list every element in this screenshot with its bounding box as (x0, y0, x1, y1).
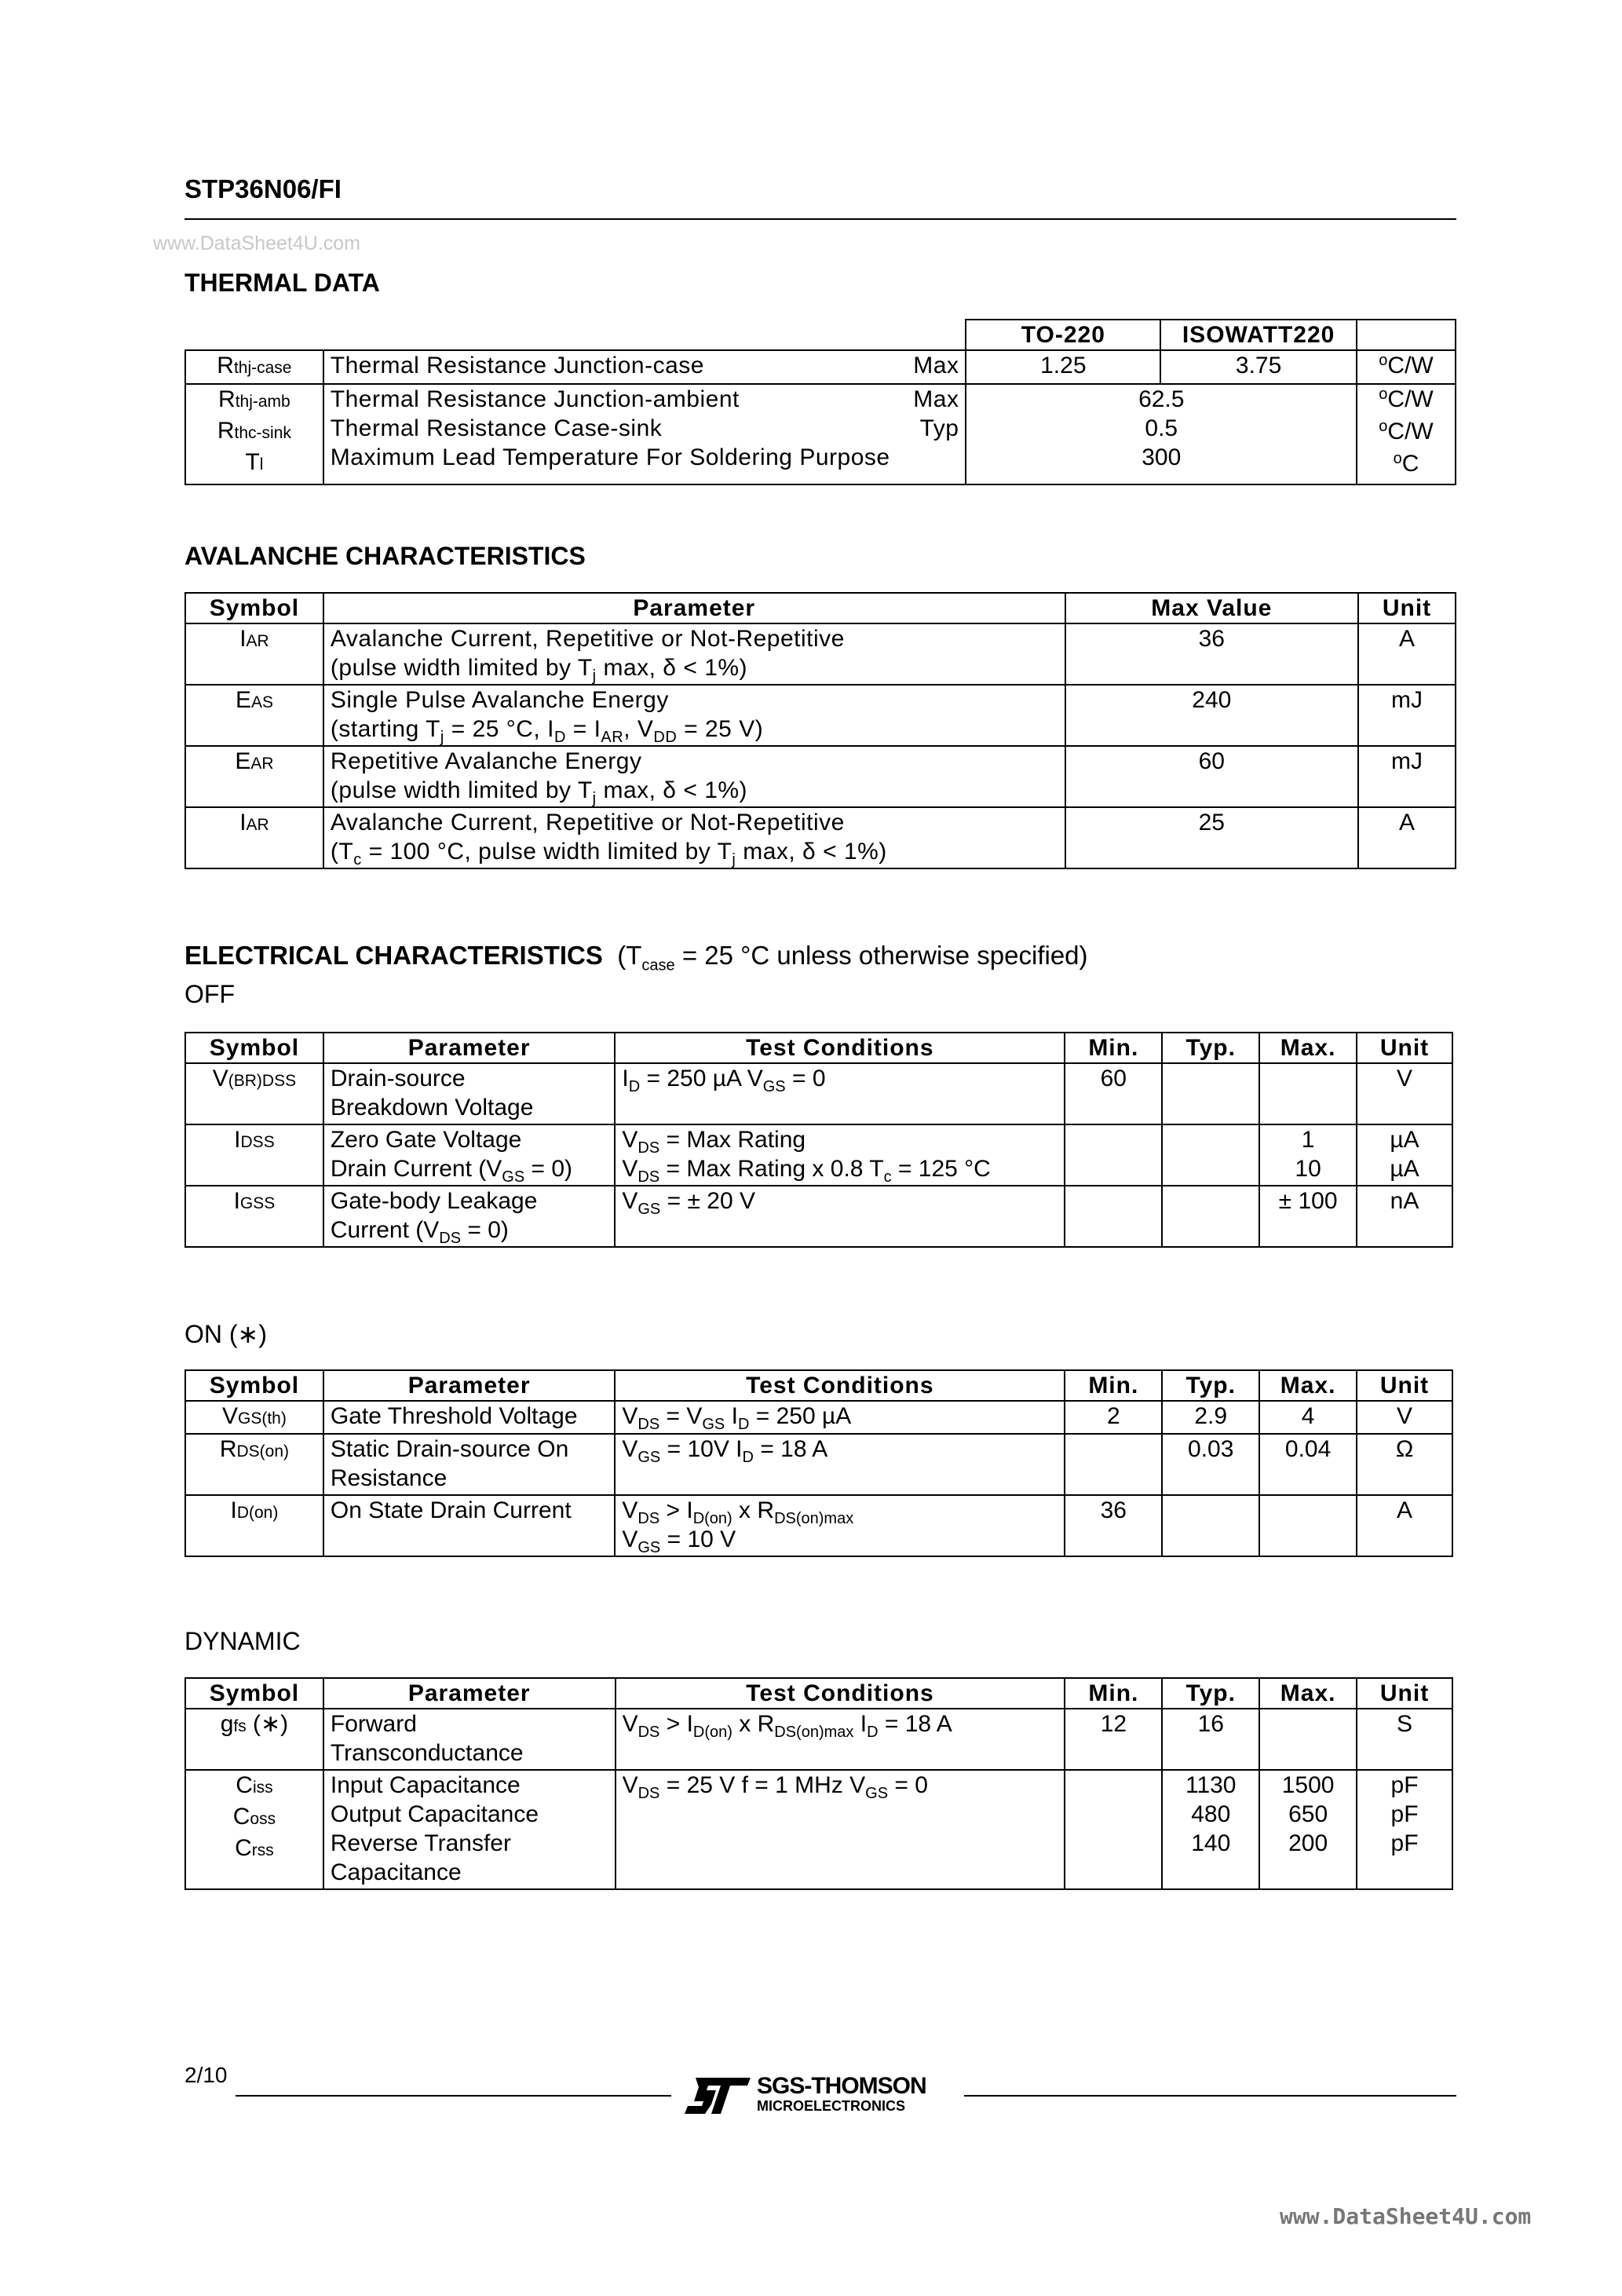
typ-cell (1162, 1063, 1259, 1124)
value-cell: 25 (1065, 807, 1359, 868)
company-logo (685, 2073, 952, 2120)
page-title: STP36N06/FI (184, 174, 342, 203)
unit-cell: pF pF pF (1357, 1770, 1452, 1889)
col-unit: Unit (1357, 1678, 1452, 1709)
value-isowatt: 3.75 (1160, 350, 1357, 384)
symbol-cell: IDSS (185, 1124, 323, 1186)
table-row (185, 623, 1456, 685)
min-cell (1065, 1186, 1162, 1247)
max-cell: 1500 650 200 (1259, 1770, 1357, 1889)
thermal-data-title: THERMAL DATA (184, 269, 380, 297)
test-cell: $V_{DS}$ = Max Rating $V_{DS}$ = Max Rating x 0.8 $T_c = 125$ °C (615, 1124, 1065, 1186)
unit-cell: V (1357, 1401, 1452, 1434)
typ-cell (1162, 1124, 1259, 1186)
unit-cell: A (1358, 623, 1456, 685)
unit-cell: A (1358, 807, 1456, 868)
test-cell: $V_{DS} > I_{D(on)}$ x $R_{DS(on)max}$ $V_{GS} = 10$ V (615, 1495, 1065, 1556)
min-cell: 12 (1065, 1709, 1162, 1770)
logo-text-division: MICROELECTRONICS (757, 2098, 905, 2114)
col-max: Max. (1259, 1678, 1357, 1709)
max-cell (1259, 1495, 1357, 1556)
st-logo-icon (685, 2075, 751, 2117)
page-number: 2/10 (184, 2063, 228, 2087)
col-symbol: Symbol (185, 1678, 323, 1709)
table-row (185, 350, 1456, 384)
symbol-cell: Rthj-case (185, 350, 323, 384)
parameter-cell: Max Thermal Resistance Junction-ambient Typ Thermal Resistance Case-sink Maximum Lead Temperature For Soldering Purpose (323, 384, 966, 484)
test-cell: $V_{DS} > I_{D(on)}$ x $R_{DS(on)max}$ $I_D = 18$ A (616, 1709, 1065, 1770)
parameter-cell: Input Capacitance Output Capacitance Reverse Transfer Capacitance (323, 1770, 616, 1889)
value-cell: 60 (1065, 746, 1359, 807)
header-rule (184, 218, 1456, 220)
symbol-cell: IAR (185, 807, 323, 868)
table-row (185, 1770, 1452, 1889)
table-row (185, 1401, 1452, 1434)
col-typ: Typ. (1162, 1370, 1259, 1401)
col-test-conditions: Test Conditions (615, 1033, 1065, 1063)
table-header-row (185, 1678, 1452, 1709)
value-to220: 1.25 (966, 350, 1160, 384)
col-max-value: Max Value (1065, 593, 1359, 623)
col-typ: Typ. (1162, 1033, 1259, 1063)
col-unit: Unit (1357, 1370, 1452, 1401)
test-cell: $V_{GS} = 10V$ $I_D = 18$ A (615, 1434, 1065, 1495)
dynamic-title: DYNAMIC (184, 1627, 301, 1655)
unit-cell: mJ (1358, 685, 1456, 746)
test-cell: $I_D = 250$ µA $V_{GS} = 0$ (615, 1063, 1065, 1124)
typ-cell: 16 (1162, 1709, 1259, 1770)
table-header-row (185, 320, 1456, 350)
parameter-cell: Drain-source Breakdown Voltage (323, 1063, 615, 1124)
col-parameter: Parameter (323, 1370, 615, 1401)
col-min: Min. (1065, 1033, 1162, 1063)
parameter-cell: Single Pulse Avalanche Energy (starting $T_j = 25$ °C, $I_D = I_{AR}$, $V_{DD} = 25$ V) (323, 685, 1065, 746)
value-cell: 240 (1065, 685, 1359, 746)
col-max: Max. (1259, 1370, 1357, 1401)
unit-cell: Ω (1357, 1434, 1452, 1495)
symbol-cell: IGSS (185, 1186, 323, 1247)
table-row (185, 1434, 1452, 1495)
col-parameter: Parameter (323, 593, 1065, 623)
max-cell: 0.04 (1259, 1434, 1357, 1495)
col-parameter: Parameter (323, 1678, 616, 1709)
avalanche-title: AVALANCHE CHARACTERISTICS (184, 542, 586, 570)
parameter-cell: On State Drain Current (323, 1495, 615, 1556)
max-cell (1259, 1063, 1357, 1124)
unit-cell: V (1357, 1063, 1452, 1124)
parameter-cell: Avalanche Current, Repetitive or Not-Repetitive (pulse width limited by $T_j$ max, δ < 1%) (323, 623, 1065, 685)
symbol-cell: VGS(th) (185, 1401, 323, 1434)
parameter-cell: Gate Threshold Voltage (323, 1401, 615, 1434)
parameter-cell: Zero Gate Voltage Drain Current $(V_{GS} = 0)$ (323, 1124, 615, 1186)
watermark-bottom: www.DataSheet4U.com (1280, 2203, 1532, 2229)
value-cell: 36 (1065, 623, 1359, 685)
logo-text-company: SGS-THOMSON (757, 2073, 926, 2099)
table-row (185, 1186, 1452, 1247)
col-unit: Unit (1357, 1033, 1452, 1063)
electrical-note: ($T_{case} = 25$ °C unless otherwise specified) (617, 941, 1088, 974)
col-test-conditions: Test Conditions (616, 1678, 1065, 1709)
min-cell: 2 (1065, 1401, 1162, 1434)
unit-cell: µA µA (1357, 1124, 1452, 1186)
col-symbol: Symbol (185, 593, 323, 623)
col-min: Min. (1065, 1678, 1162, 1709)
value-shared: 62.5 0.5 300 (966, 384, 1357, 484)
col-test-conditions: Test Conditions (615, 1370, 1065, 1401)
table-row (185, 384, 1456, 484)
unit-cell: nA (1357, 1186, 1452, 1247)
parameter-cell: Static Drain-source On Resistance (323, 1434, 615, 1495)
parameter-cell: Max Thermal Resistance Junction-case (323, 350, 966, 384)
unit-cell: $^o$C/W $^o$C/W $^o$C (1357, 384, 1456, 484)
unit-cell: $^o$C/W (1357, 350, 1456, 384)
symbol-cell: V(BR)DSS (185, 1063, 323, 1124)
col-unit: Unit (1358, 593, 1456, 623)
col-max: Max. (1259, 1033, 1357, 1063)
table-row (185, 1709, 1452, 1770)
typ-cell: 0.03 (1162, 1434, 1259, 1495)
test-cell: $V_{DS} = V_{GS}$ $I_D = 250$ µA (615, 1401, 1065, 1434)
footer-rule-right (964, 2095, 1456, 2097)
typ-cell (1162, 1495, 1259, 1556)
unit-cell: mJ (1358, 746, 1456, 807)
typ-cell: 1130 480 140 (1162, 1770, 1259, 1889)
electrical-title: ELECTRICAL CHARACTERISTICS ($T_{case} = 25$ °C unless otherwise specified) (184, 941, 1088, 974)
unit-cell: A (1357, 1495, 1452, 1556)
symbol-cell: EAS (185, 685, 323, 746)
parameter-cell: Gate-body Leakage Current $(V_{DS} = 0)$ (323, 1186, 615, 1247)
col-typ: Typ. (1162, 1678, 1259, 1709)
symbol-cell: Ciss Coss Crss (185, 1770, 323, 1889)
symbol-cell: Rthj-amb Rthc-sink Tl (185, 384, 323, 484)
table-row (185, 1124, 1452, 1186)
off-table (184, 1032, 1453, 1248)
on-title: ON (∗) (184, 1320, 268, 1348)
table-header-row (185, 593, 1456, 623)
test-cell: $V_{DS} = 25$ V f = 1 MHz $V_{GS} = 0$ (616, 1770, 1065, 1889)
typ-cell (1162, 1186, 1259, 1247)
symbol-cell: EAR (185, 746, 323, 807)
max-cell: 4 (1259, 1401, 1357, 1434)
table-header-row (185, 1033, 1452, 1063)
unit-cell: S (1357, 1709, 1452, 1770)
parameter-cell: Repetitive Avalanche Energy (pulse width limited by $T_j$ max, δ < 1%) (323, 746, 1065, 807)
thermal-data-table (184, 319, 1456, 485)
symbol-cell: RDS(on) (185, 1434, 323, 1495)
symbol-cell: ID(on) (185, 1495, 323, 1556)
min-cell: 36 (1065, 1495, 1162, 1556)
symbol-cell: IAR (185, 623, 323, 685)
min-cell (1065, 1124, 1162, 1186)
footer-rule-left (236, 2095, 671, 2097)
table-header-row (185, 1370, 1452, 1401)
col-parameter: Parameter (323, 1033, 615, 1063)
max-cell (1259, 1709, 1357, 1770)
max-cell: ± 100 (1259, 1186, 1357, 1247)
off-title: OFF (184, 980, 235, 1008)
dynamic-table (184, 1677, 1453, 1890)
table-row (185, 746, 1456, 807)
symbol-cell: gfs (∗) (185, 1709, 323, 1770)
col-symbol: Symbol (185, 1370, 323, 1401)
min-cell (1065, 1770, 1162, 1889)
watermark-top: www.DataSheet4U.com (153, 232, 361, 254)
table-row (185, 685, 1456, 746)
col-min: Min. (1065, 1370, 1162, 1401)
table-row (185, 1495, 1452, 1556)
avalanche-table (184, 592, 1456, 869)
parameter-cell: Avalanche Current, Repetitive or Not-Repetitive ($T_c = 100$ °C, pulse width limited by $T_j$ max, δ < 1%) (323, 807, 1065, 868)
min-cell (1065, 1434, 1162, 1495)
col-to220: TO-220 (966, 320, 1160, 350)
min-cell: 60 (1065, 1063, 1162, 1124)
parameter-cell: Forward Transconductance (323, 1709, 616, 1770)
table-row (185, 807, 1456, 868)
max-cell: 1 10 (1259, 1124, 1357, 1186)
table-row (185, 1063, 1452, 1124)
col-symbol: Symbol (185, 1033, 323, 1063)
test-cell: $V_{GS}$ = ± 20 V (615, 1186, 1065, 1247)
col-isowatt220: ISOWATT220 (1160, 320, 1357, 350)
on-table (184, 1369, 1453, 1557)
typ-cell: 2.9 (1162, 1401, 1259, 1434)
